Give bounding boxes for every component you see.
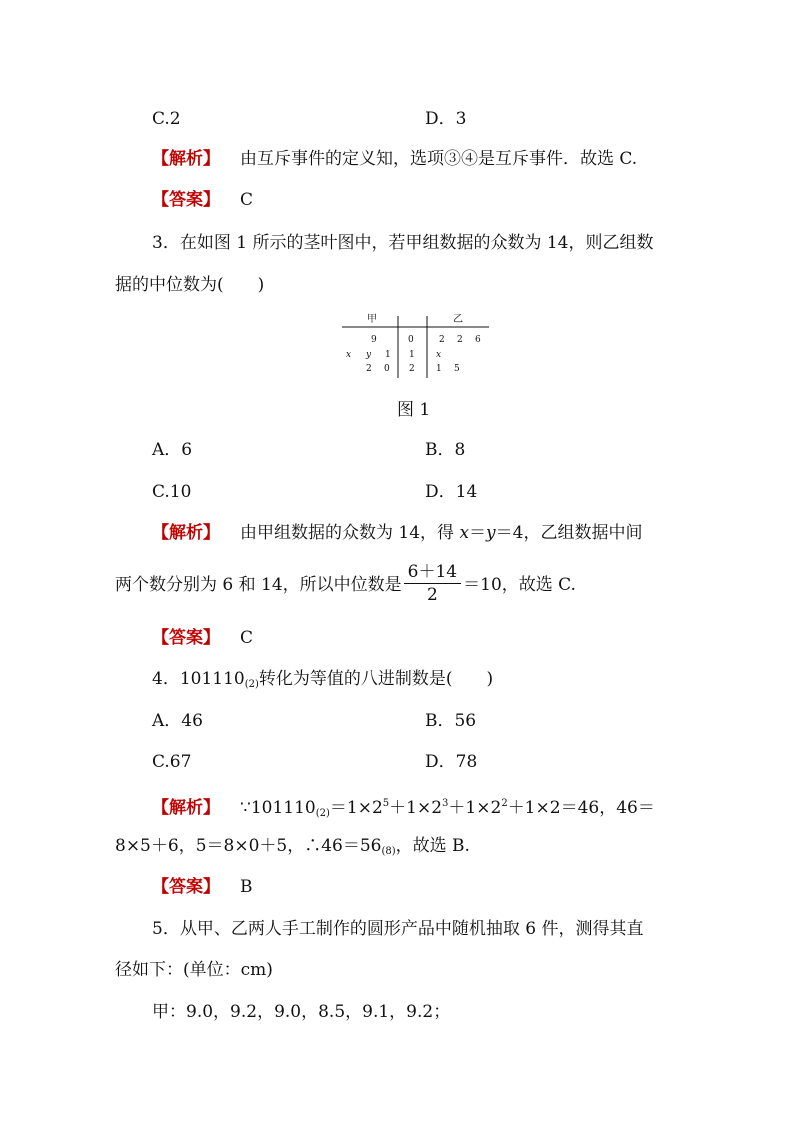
answer-block bbox=[152, 188, 253, 212]
answer-tag: 【答案】 bbox=[152, 190, 220, 210]
option-a: A．6 bbox=[152, 440, 193, 460]
equals-sign: ＝ bbox=[469, 523, 487, 543]
option-b: B．56 bbox=[425, 711, 477, 731]
answer-tag: 【答案】 bbox=[152, 877, 220, 897]
variable-x: x bbox=[459, 523, 470, 543]
answer-text: B bbox=[240, 877, 253, 897]
answer-tag: 【答案】 bbox=[152, 628, 220, 648]
variable-y: y bbox=[486, 523, 496, 543]
answer-block bbox=[152, 626, 253, 650]
option-c: C.2 bbox=[152, 109, 181, 129]
analysis-tag: 【解析】 bbox=[152, 149, 220, 169]
figure-left-title: 甲 bbox=[367, 314, 377, 325]
analysis-text: 由甲组数据的众数为 14，得 bbox=[240, 523, 460, 543]
analysis-text: ∵101110 bbox=[240, 798, 316, 818]
analysis-term: ＋1×2＝46，46＝ bbox=[507, 798, 655, 818]
analysis-text: 8×5＋6，5＝8×0＋5，∴46＝56 bbox=[115, 836, 382, 856]
exponent: 2 bbox=[501, 798, 508, 809]
option-b: B．8 bbox=[425, 440, 466, 460]
leaf-right-r3-1: 1 bbox=[436, 364, 442, 374]
leaf-right-r1-2: 2 bbox=[457, 335, 463, 345]
stem-r1: 0 bbox=[408, 335, 414, 345]
leaf-left-r3-2: 0 bbox=[384, 364, 390, 374]
leaf-right-r2-1: x bbox=[436, 350, 442, 360]
option-a: A．46 bbox=[152, 711, 203, 731]
option-c: C.10 bbox=[152, 482, 192, 502]
analysis-text: 由互斥事件的定义知，选项③④是互斥事件．故选 C. bbox=[240, 149, 638, 169]
leaf-right-r1-1: 2 bbox=[439, 335, 445, 345]
base-subscript: (8) bbox=[381, 846, 396, 857]
data-line-jia: 甲：9.0，9.2，9.0，8.5，9.1，9.2； bbox=[152, 1002, 451, 1022]
leaf-left-r3-1: 2 bbox=[366, 364, 372, 374]
analysis-term: ＝1×2 bbox=[329, 798, 383, 818]
answer-text: C bbox=[240, 190, 254, 210]
answer-block bbox=[152, 875, 253, 899]
analysis-tag: 【解析】 bbox=[152, 798, 220, 818]
option-d: D．78 bbox=[425, 752, 478, 772]
analysis-tag: 【解析】 bbox=[152, 523, 220, 543]
analysis-block bbox=[152, 792, 655, 826]
fraction-numerator: 6＋14 bbox=[404, 561, 461, 584]
leaf-right-r3-2: 5 bbox=[454, 364, 460, 374]
answer-text: C bbox=[240, 628, 254, 648]
analysis-text-cont: ＝4，乙组数据中间 bbox=[495, 523, 643, 543]
exponent: 5 bbox=[382, 798, 390, 809]
question-4-text: 转化为等值的八进制数是( ) bbox=[258, 669, 494, 689]
leaf-left-r2-1: x bbox=[346, 350, 352, 360]
analysis-block bbox=[152, 521, 642, 545]
figure-caption: 图 1 bbox=[397, 400, 431, 420]
option-d: D．14 bbox=[425, 482, 478, 502]
question-3-stem: 3．在如图 1 所示的茎叶图中，若甲组数据的众数为 14，则乙组数 bbox=[152, 233, 654, 253]
figure-right-title: 乙 bbox=[453, 314, 463, 325]
leaf-left-r2-3: 1 bbox=[385, 350, 391, 360]
base-subscript: (2) bbox=[244, 679, 259, 690]
leaf-right-r1-3: 6 bbox=[475, 335, 481, 345]
question-5-stem-cont: 径如下：(单位：cm) bbox=[115, 960, 273, 980]
fraction-denominator: 2 bbox=[426, 585, 438, 605]
analysis-text: 两个数分别为 6 和 14，所以中位数是 bbox=[115, 575, 402, 595]
stem-r3: 2 bbox=[409, 364, 415, 374]
option-c: C.67 bbox=[152, 752, 192, 772]
option-d: D．3 bbox=[425, 109, 467, 129]
analysis-text-cont: ，故选 B. bbox=[395, 836, 470, 856]
question-4-number: 4．101110 bbox=[152, 669, 245, 689]
analysis-term: ＋1×2 bbox=[448, 798, 502, 818]
analysis-line-2 bbox=[115, 834, 470, 864]
analysis-block bbox=[152, 147, 637, 171]
question-3-stem-cont: 据的中位数为( ) bbox=[115, 275, 265, 295]
exponent: 3 bbox=[442, 798, 449, 809]
median-fraction bbox=[404, 561, 461, 606]
stem-leaf-figure bbox=[336, 310, 496, 382]
leaf-left-r1: 9 bbox=[371, 335, 377, 345]
base-subscript: (2) bbox=[315, 808, 330, 819]
stem-r2: 1 bbox=[409, 350, 415, 360]
leaf-left-r2-2: y bbox=[366, 350, 372, 360]
question-4-stem bbox=[152, 667, 493, 697]
analysis-text-cont: ＝10，故选 C. bbox=[463, 575, 576, 595]
analysis-term: ＋1×2 bbox=[389, 798, 443, 818]
question-5-stem: 5．从甲、乙两人手工制作的圆形产品中随机抽取 6 件，测得其直 bbox=[152, 919, 644, 939]
analysis-line-2 bbox=[115, 562, 576, 608]
